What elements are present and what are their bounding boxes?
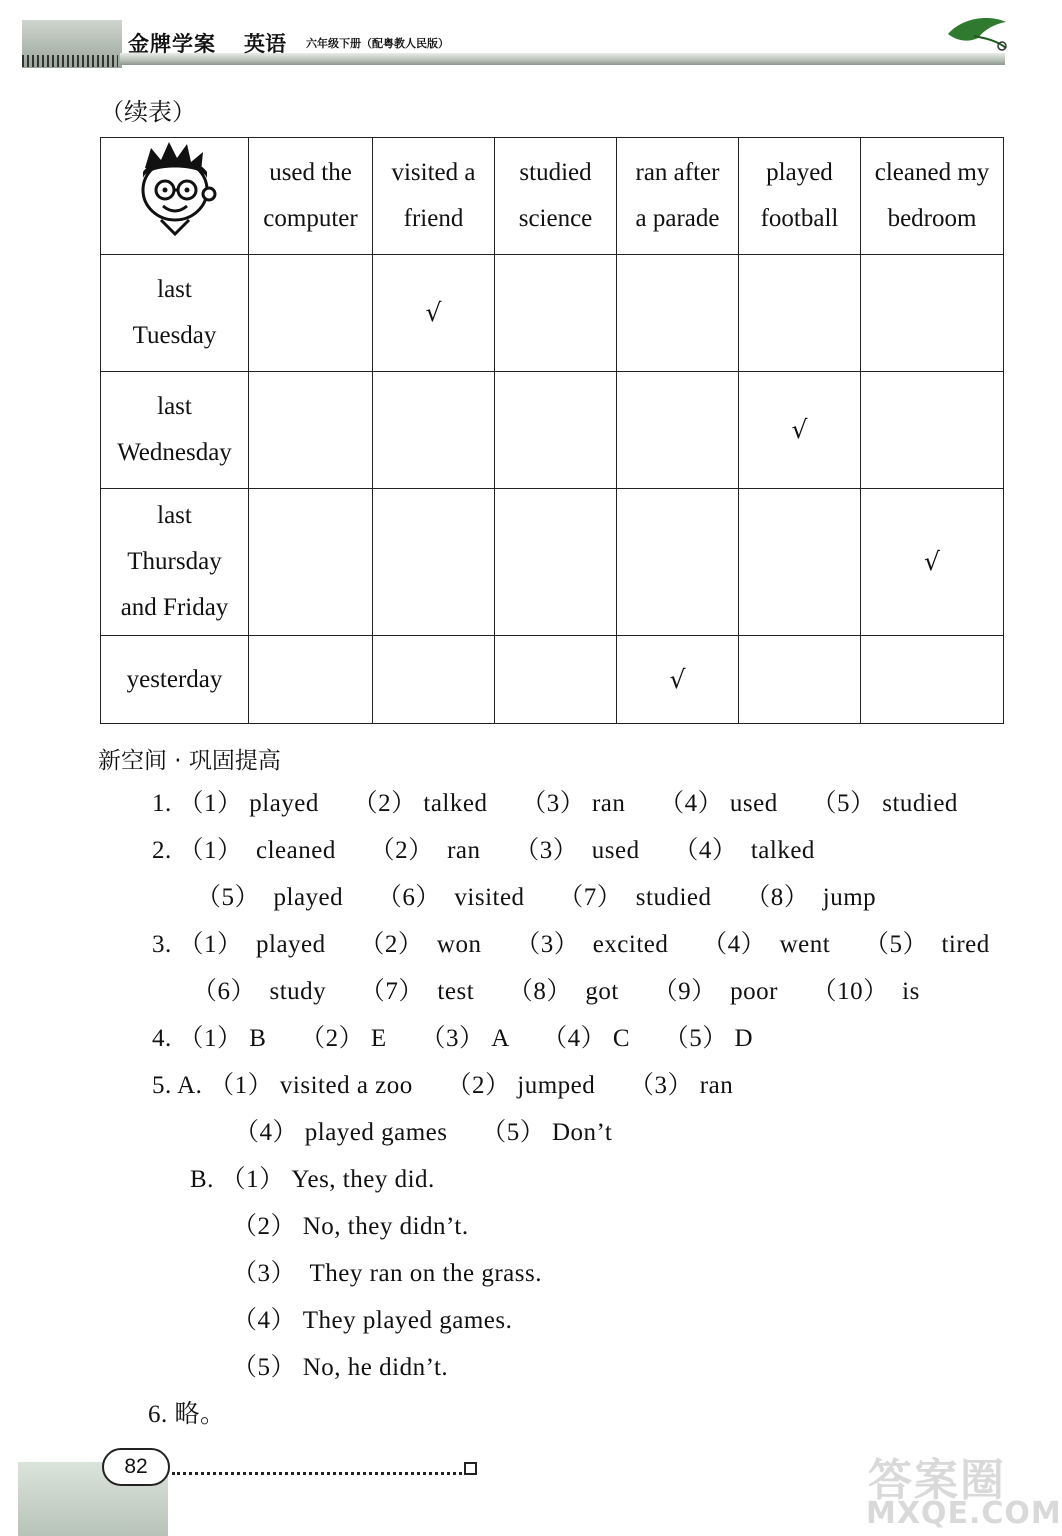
section-title: 新空间 · 巩固提高 <box>98 748 281 774</box>
table-cell <box>249 636 373 724</box>
table-header-row <box>101 138 1004 255</box>
table-cell <box>739 636 861 724</box>
table-cell <box>739 489 861 636</box>
header-tick-bar <box>22 55 118 67</box>
table-cell: √ <box>373 255 495 372</box>
table-row <box>101 489 1004 636</box>
answer-line: （5） No, he didn’t. <box>232 1354 449 1381</box>
row-label: last Tuesday <box>101 255 249 372</box>
watermark-en: MXQE.COM <box>866 1496 1062 1531</box>
answer-line: 1. （1） played （2） talked （3） ran （4） used （5） studied <box>152 790 958 817</box>
table-row <box>101 372 1004 489</box>
answer-line: 4. （1） B （2） E （3） A （4） C （5） D <box>152 1025 754 1052</box>
table-cell <box>861 636 1004 724</box>
activity-table <box>100 137 1004 724</box>
watermark <box>860 1444 1062 1536</box>
table-cell <box>861 372 1004 489</box>
subject-title: 英语 <box>244 32 286 56</box>
table-cell <box>495 489 617 636</box>
leaf-icon <box>944 12 1014 56</box>
table-cell: √ <box>739 372 861 489</box>
col-header-computer: used the computer <box>249 138 373 255</box>
footer-square-icon <box>464 1462 477 1475</box>
table-cell <box>495 636 617 724</box>
watermark-cn: 答案圈 <box>868 1455 1006 1506</box>
table-cell <box>249 255 373 372</box>
col-header-friend: visited a friend <box>373 138 495 255</box>
answer-line: （4） played games （5） Don’t <box>234 1119 613 1146</box>
answer-line: （4） They played games. <box>232 1307 513 1334</box>
col-header-bedroom: cleaned my bedroom <box>861 138 1004 255</box>
table-cell <box>617 255 739 372</box>
answer-line: （3） They ran on the grass. <box>232 1260 542 1287</box>
footer-dotted-line <box>172 1452 462 1475</box>
table-cell <box>373 372 495 489</box>
answer-line: 2. （1） cleaned （2） ran （3） used （4） talked <box>152 837 815 864</box>
table-cell <box>617 489 739 636</box>
row-label: yesterday <box>101 636 249 724</box>
table-row <box>101 636 1004 724</box>
row-label: last Thursday and Friday <box>101 489 249 636</box>
col-header-football: played football <box>739 138 861 255</box>
col-header-parade: ran after a parade <box>617 138 739 255</box>
cartoon-boy-icon <box>127 138 223 238</box>
row-label: last Wednesday <box>101 372 249 489</box>
table-cell <box>249 489 373 636</box>
page-header <box>0 0 1042 80</box>
table-cell <box>617 372 739 489</box>
answer-line: 3. （1） played （2） won （3） excited （4） went （5） tired <box>152 931 990 958</box>
answer-line: B. （1） Yes, they did. <box>190 1166 435 1193</box>
table-cell: √ <box>617 636 739 724</box>
table-cell <box>495 255 617 372</box>
table-cell <box>861 255 1004 372</box>
table-cell: √ <box>861 489 1004 636</box>
cartoon-boy-cell <box>101 138 249 255</box>
table-cell <box>739 255 861 372</box>
table-cell <box>495 372 617 489</box>
table-cell <box>249 372 373 489</box>
table-cell <box>373 489 495 636</box>
page-number: 82 <box>102 1448 170 1486</box>
table-row <box>101 255 1004 372</box>
answer-line: 6. 略。 <box>148 1401 226 1428</box>
answer-line: （6） study （7） test （8） got （9） poor （10） is <box>192 978 920 1005</box>
answer-line: （5） played （6） visited （7） studied （8） jump <box>196 884 877 911</box>
answer-line: （2） No, they didn’t. <box>232 1213 469 1240</box>
grade-subtitle: 六年级下册（配粤教人民版） <box>306 37 449 50</box>
col-header-science: studied science <box>495 138 617 255</box>
table-cell <box>373 636 495 724</box>
book-title: 金牌学案 <box>128 32 216 56</box>
answer-line: 5. A. （1） visited a zoo （2） jumped （3） ran <box>152 1072 734 1099</box>
continued-label: （续表） <box>100 98 196 126</box>
